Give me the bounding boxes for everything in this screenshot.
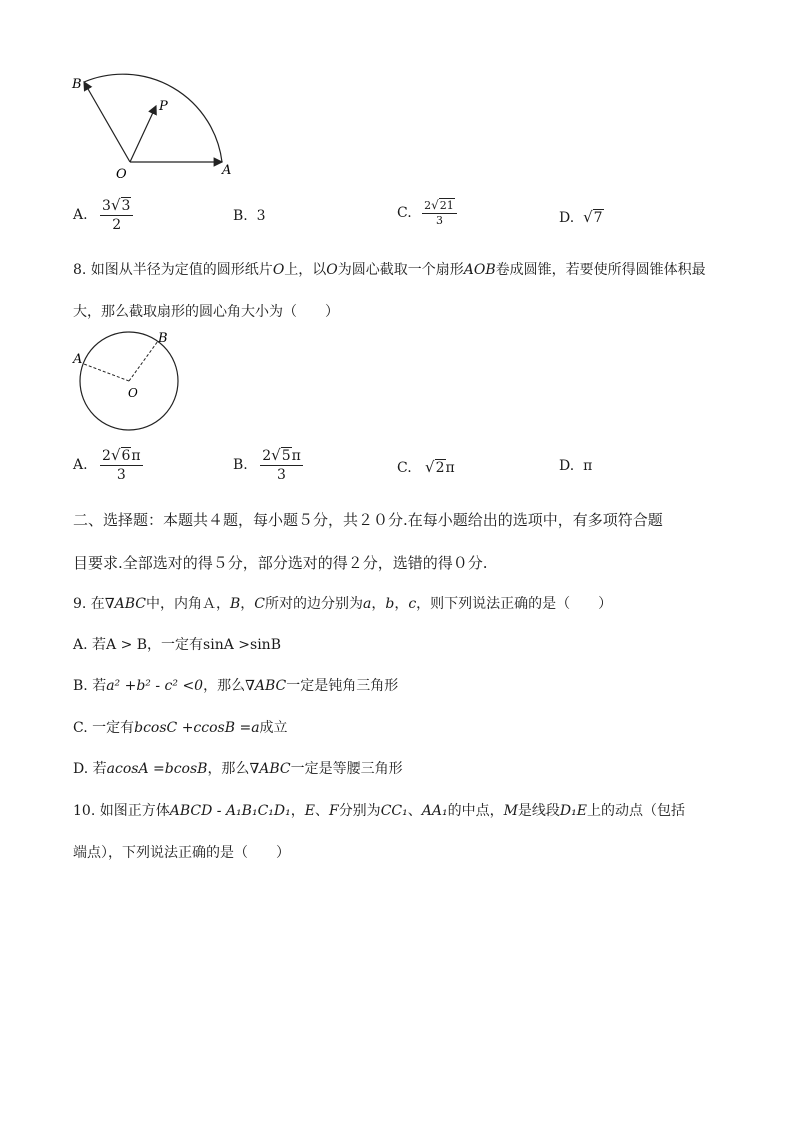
label-O: O [128, 386, 138, 400]
q7-option-d: D. √7 [559, 208, 603, 226]
circle-figure [66, 328, 186, 438]
sector-figure [60, 60, 250, 190]
vector-OB [84, 82, 130, 162]
label-P: P [159, 99, 168, 114]
q10-stem-line2: 端点），下列说法正确的是（ ） [73, 845, 290, 861]
radius-OA [84, 364, 129, 381]
q7-option-a [73, 196, 133, 234]
fraction: $\frac{2√21}{3}$ [422, 198, 457, 228]
option-letter: A. [73, 207, 88, 223]
q9-option-a: A. 若A > B，一定有sinA >sinB [73, 637, 281, 653]
q7-option-b: B. 3 [233, 208, 266, 224]
q7-option-c: C. $\frac{2√21}{3}$ [397, 198, 457, 228]
q9-option-d: D. 若acosA =bcosB，那么∇ABC一定是等腰三角形 [73, 761, 403, 777]
q9-option-c: C. 一定有bcosC +ccosB =a成立 [73, 720, 288, 736]
q9-option-b: B. 若a² +b² - c² <0，那么∇ABC一定是钝角三角形 [73, 678, 399, 694]
label-B: B [158, 331, 168, 346]
label-O: O [116, 167, 127, 182]
fraction: $\frac{3√3}{2}$ [100, 196, 133, 234]
q10-stem-line1: 10. 如图正方体ABCD - A₁B₁C₁D₁，E、F分别为CC₁、AA₁的中点，M是线段D₁E上的动点（包括 [73, 803, 685, 819]
q8-option-a: A. $\frac{2√6\pi}{3}$ [73, 446, 141, 483]
q8-option-c: C. √2π [397, 458, 455, 476]
label-A: A [222, 163, 232, 178]
q8-option-d: D. π [559, 458, 593, 474]
q9-stem: 9. 在∇ABC中，内角Ａ，B，C所对的边分别为a，b，c，则下列说法正确的是（ ） [73, 596, 613, 612]
label-B: B [72, 77, 82, 92]
section2-line1: 二、选择题：本题共４题，每小题５分，共２０分.在每小题给出的选项中，有多项符合题 [73, 511, 663, 529]
vector-OP [130, 106, 156, 162]
section2-line2: 目要求.全部选对的得５分，部分选对的得２分，选错的得０分. [73, 554, 488, 572]
q8-option-b: B. $\frac{2√5\pi}{3}$ [233, 446, 301, 483]
radius-OB [129, 341, 158, 381]
label-A: A [73, 352, 83, 367]
q8-stem-line1: 8. 如图从半径为定值的圆形纸片O上，以O为圆心截取一个扇形AOB卷成圆锥，若要使所得圆锥体积最 [73, 262, 706, 278]
q8-stem-line2: 大，那么截取扇形的圆心角大小为（ ） [73, 304, 339, 320]
